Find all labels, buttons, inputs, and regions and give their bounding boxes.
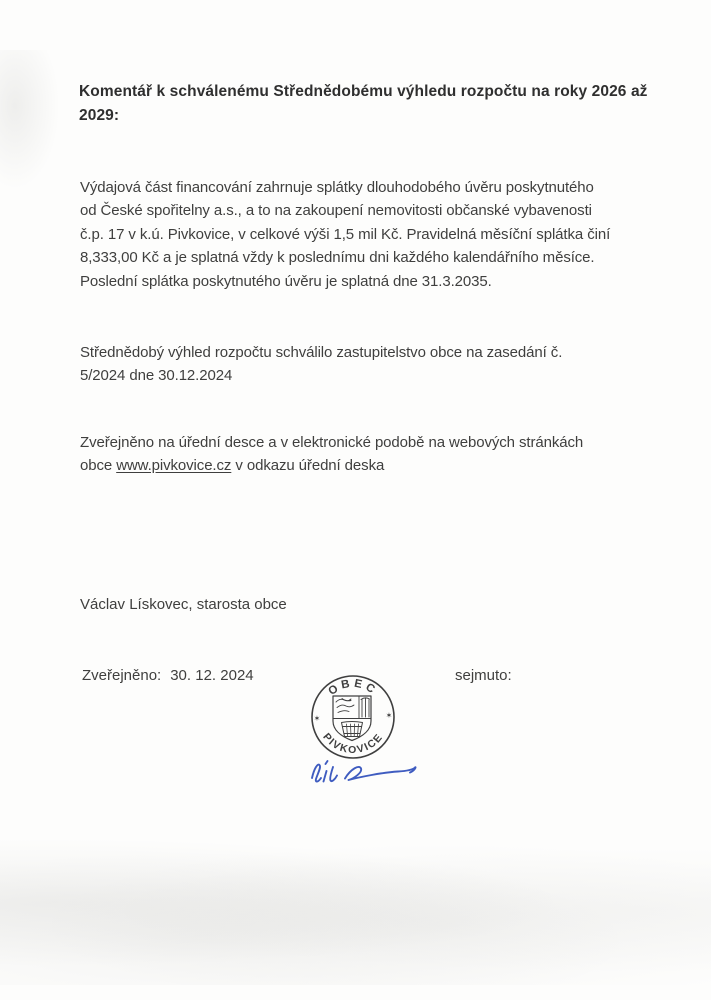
publication-line-suffix: v odkazu úřední deska xyxy=(231,457,385,474)
title-line: 2029: xyxy=(79,107,120,124)
municipal-stamp xyxy=(309,673,397,761)
document-title xyxy=(79,80,648,128)
stamp-star-right-icon: ✶ xyxy=(385,711,393,720)
paragraph-line: Zveřejněno na úřední desce a v elektronické podobě na webových stránkách xyxy=(80,434,584,451)
removed-label: sejmuto: xyxy=(455,667,512,684)
signature-flourish-stroke xyxy=(345,767,416,780)
paragraph-line xyxy=(80,454,583,477)
paragraph-line: od České spořitelny a.s., a to na zakoupení nemovitosti občanské vybavenosti xyxy=(80,202,592,220)
shield-column-detail xyxy=(361,698,370,717)
published-row xyxy=(82,667,254,684)
stamp-top-text: OBEC xyxy=(326,677,380,698)
signatory-line: Václav Lískovec, starosta obce xyxy=(80,596,287,613)
paragraph-line: Poslední splátka poskytnutého úvěru je splatná dne 31.3.2035. xyxy=(80,272,492,290)
shield-vat-detail xyxy=(342,722,363,737)
paragraph-line: Výdajová část financování zahrnuje splátky dlouhodobého úvěru poskytnutého xyxy=(80,179,594,196)
paragraph-line: Střednědobý výhled rozpočtu schválilo zastupitelstvo obce na zasedání č. xyxy=(80,344,563,361)
published-date: 30. 12. 2024 xyxy=(170,667,254,684)
scan-noise-top-left xyxy=(0,50,60,190)
handwritten-signature xyxy=(305,750,420,795)
signature-initials-stroke xyxy=(312,761,337,782)
scan-noise-bottom-band xyxy=(0,835,711,985)
stamp-bottom-text: PIVKOVICE xyxy=(320,730,386,756)
publication-line-prefix: obce xyxy=(80,457,117,474)
website-link: www.pivkovice.cz xyxy=(116,457,232,474)
paragraph-financing xyxy=(80,176,610,293)
paragraph-approval xyxy=(80,341,562,387)
published-label: Zveřejněno: xyxy=(82,667,162,684)
coat-of-arms-icon xyxy=(333,696,371,741)
stamp-star-left-icon: ✶ xyxy=(313,714,321,723)
paragraph-publication xyxy=(80,431,583,477)
paragraph-line: 5/2024 dne 30.12.2024 xyxy=(80,367,233,384)
shield-foliage-detail xyxy=(336,699,354,713)
paragraph-line: 8,333,00 Kč a je splatná vždy k poslednímu dni každého kalendářního měsíce. xyxy=(80,249,595,267)
title-line: Komentář k schválenému Střednědobému výhledu rozpočtu na roky 2026 až xyxy=(79,83,648,100)
shield-vat-staves xyxy=(347,724,359,737)
paragraph-line: č.p. 17 v k.ú. Pivkovice, v celkové výši 1,5 mil Kč. Pravidelná měsíční splátka činí xyxy=(80,225,611,243)
